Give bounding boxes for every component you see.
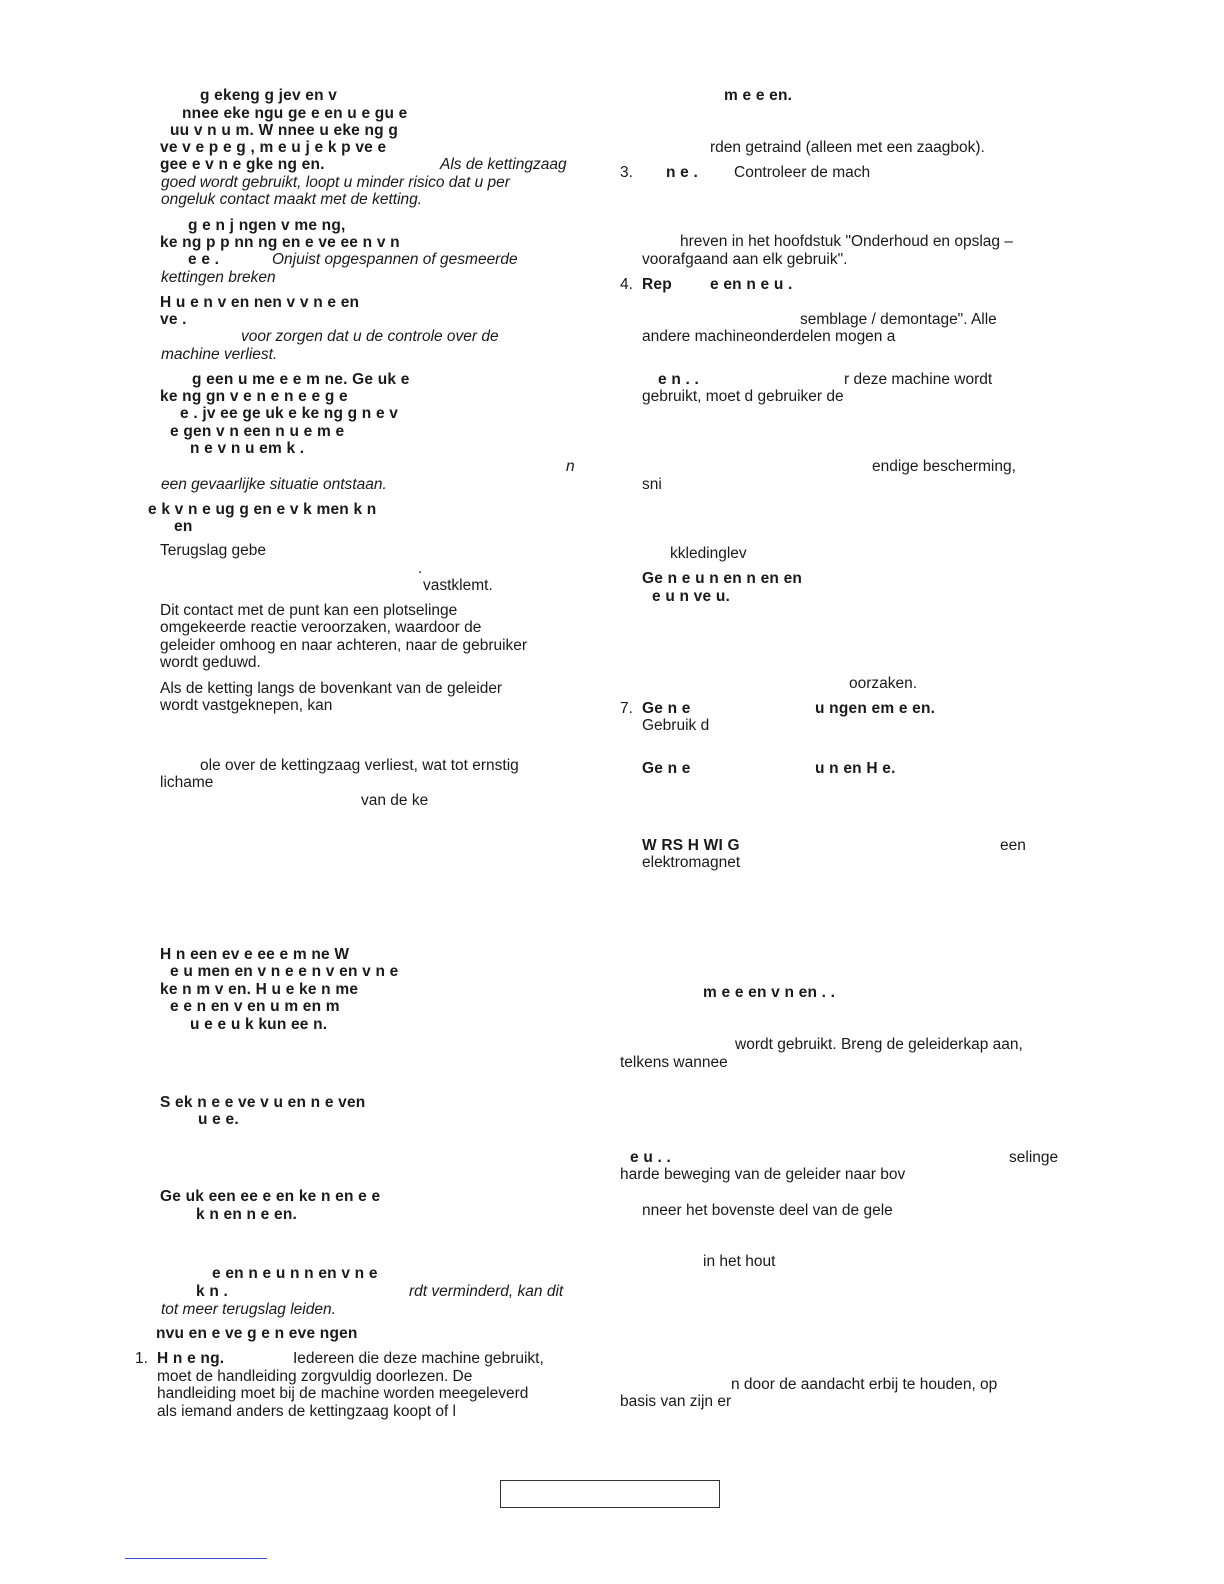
left-text-line: als iemand anders de kettingzaag koopt of l xyxy=(157,1403,456,1420)
list-item-heading: e en n e u . xyxy=(710,276,793,293)
right-text-line: wordt gebruikt. Breng de geleiderkap aan, xyxy=(735,1036,1023,1053)
left-text-line: Ge uk een ee e en ke n en e e xyxy=(160,1188,381,1205)
right-text-line: basis van zijn er xyxy=(620,1393,732,1410)
left-text-line: rdt verminderd, kan dit xyxy=(409,1283,564,1300)
left-text-line: e gen v n een n u e m e xyxy=(170,423,345,440)
left-text-line: . xyxy=(418,560,423,577)
right-text-line: Controleer de mach xyxy=(734,164,871,181)
left-text-line: Als de ketting langs de bovenkant van de geleider xyxy=(160,680,503,697)
list-item-heading: Ge n e u n en n en en xyxy=(642,570,803,587)
list-item-heading: Rep xyxy=(642,276,672,293)
list-item-heading: e u . . xyxy=(630,1149,672,1166)
right-text-line: selinge xyxy=(1009,1149,1059,1166)
right-text-line: hreven in het hoofdstuk "Onderhoud en opslag – xyxy=(680,233,1013,250)
right-text-line: sni xyxy=(642,476,662,493)
left-text-line: vastklemt. xyxy=(423,577,493,594)
right-text-line: een xyxy=(1000,837,1026,854)
left-text-line: k n en n e en. xyxy=(196,1206,297,1223)
right-text-line: m e e en. xyxy=(724,87,793,104)
left-text-line: ke ng gn v e n e n e e g e xyxy=(160,388,348,405)
left-text-line: e e . xyxy=(188,251,220,268)
left-text-line: uu v n u m. W nnee u eke ng g xyxy=(170,122,398,139)
left-text-line: een gevaarlijke situatie ontstaan. xyxy=(161,476,387,493)
left-text-line: ve v e p e g , m e u j e k p ve e xyxy=(160,139,387,156)
right-text-line: semblage / demontage". Alle xyxy=(800,311,997,328)
left-text-line: H u e n v en nen v v n e en xyxy=(160,294,360,311)
right-text-line: Gebruik d xyxy=(642,717,710,734)
left-text-line: S ek n e e ve v u en n e ven xyxy=(160,1094,366,1111)
right-text-line: andere machineonderdelen mogen a xyxy=(642,328,896,345)
list-item-heading: Ge n e xyxy=(642,700,691,717)
left-text-line: ole over de kettingzaag verliest, wat tot ernstig xyxy=(200,757,519,774)
left-text-line: wordt geduwd. xyxy=(160,654,261,671)
right-text-line: gebruikt, moet d gebruiker de xyxy=(642,388,844,405)
left-text-line: gee e v n e gke ng en. xyxy=(160,156,325,173)
right-text-line: r deze machine wordt xyxy=(844,371,993,388)
right-text-line: elektromagnet xyxy=(642,854,741,871)
left-text-line: g een u me e e m ne. Ge uk e xyxy=(192,371,410,388)
right-text-line: harde beweging van de geleider naar bov xyxy=(620,1166,906,1183)
list-number: 1. xyxy=(135,1350,148,1367)
left-text-line: machine verliest. xyxy=(161,346,278,363)
left-text-line: ongeluk contact maakt met de ketting. xyxy=(161,191,423,208)
left-text-line: Iedereen die deze machine gebruikt, xyxy=(293,1350,544,1367)
left-text-line: Als de kettingzaag xyxy=(440,156,567,173)
left-text-line: geleider omhoog en naar achteren, naar de gebruiker xyxy=(160,637,528,654)
right-text-line: endige bescherming, xyxy=(872,458,1016,475)
left-text-line: u e e u k kun ee n. xyxy=(190,1016,328,1033)
right-text-line: kkledinglev xyxy=(670,545,747,562)
list-item-heading: n e . xyxy=(666,164,699,181)
list-item-heading: e n . . xyxy=(658,371,700,388)
left-text-line: nnee eke ngu ge e en u e gu e xyxy=(182,105,408,122)
page-footer-box xyxy=(500,1480,720,1508)
left-text-line: g ekeng g jev en v xyxy=(200,87,338,104)
left-text-line: lichame xyxy=(160,774,214,791)
list-item-heading: Ge n e xyxy=(642,760,691,777)
left-text-line: n xyxy=(566,458,575,475)
right-text-line: nneer het bovenste deel van de gele xyxy=(642,1202,893,1219)
left-text-line: e . jv ee ge uk e ke ng g n e v xyxy=(180,405,399,422)
left-text-line: voor zorgen dat u de controle over de xyxy=(241,328,499,345)
left-text-line: e en n e u n n en v n e xyxy=(212,1265,378,1282)
section-heading: en xyxy=(174,518,193,535)
list-item-heading: e u n ve u. xyxy=(652,588,730,605)
left-text-line: g e n j ngen v me ng, xyxy=(188,217,346,234)
list-item-heading: u ngen em e en. xyxy=(815,700,936,717)
list-number: 7. xyxy=(620,700,633,717)
left-text-line: n e v n u em k . xyxy=(190,440,305,457)
list-item-heading: m e e en v n en . . xyxy=(703,984,836,1001)
left-text-line: ke ng p p nn ng en e ve ee n v n xyxy=(160,234,400,251)
list-item-heading: H n e ng. xyxy=(157,1350,225,1367)
list-number: 4. xyxy=(620,276,633,293)
warning-label: W RS H WI G xyxy=(642,837,740,854)
right-text-line: telkens wannee xyxy=(620,1054,728,1071)
section-heading: nvu en e ve g e n eve ngen xyxy=(156,1325,358,1342)
left-text-line: van de ke xyxy=(361,792,429,809)
left-text-line: Onjuist opgespannen of gesmeerde xyxy=(272,251,518,268)
left-text-line: ve . xyxy=(160,311,187,328)
right-text-line: rden getraind (alleen met een zaagbok). xyxy=(710,139,985,156)
left-text-line: kettingen breken xyxy=(161,269,276,286)
footer-rule xyxy=(125,1558,267,1559)
right-text-line: n door de aandacht erbij te houden, op xyxy=(731,1376,998,1393)
left-text-line: handleiding moet bij de machine worden meegeleverd xyxy=(157,1385,529,1402)
left-text-line: moet de handleiding zorgvuldig doorlezen. De xyxy=(157,1368,473,1385)
list-item-heading: u n en H e. xyxy=(815,760,896,777)
left-text-line: omgekeerde reactie veroorzaken, waardoor de xyxy=(160,619,482,636)
left-text-line: u e e. xyxy=(198,1111,239,1128)
left-text-line: k n . xyxy=(196,1283,229,1300)
right-text-line: oorzaken. xyxy=(849,675,918,692)
left-text-line: H n een ev e ee e m ne W xyxy=(160,946,350,963)
right-text-line: in het hout xyxy=(703,1253,776,1270)
left-text-line: Dit contact met de punt kan een plotselinge xyxy=(160,602,458,619)
list-number: 3. xyxy=(620,164,633,181)
left-text-line: tot meer terugslag leiden. xyxy=(161,1301,336,1318)
left-text-line: goed wordt gebruikt, loopt u minder risico dat u per xyxy=(161,174,510,191)
left-text-line: ke n m v en. H u e ke n me xyxy=(160,981,359,998)
left-text-line: e u men en v n e e n v en v n e xyxy=(170,963,399,980)
left-text-line: e e n en v en u m en m xyxy=(170,998,340,1015)
left-text-line: Terugslag gebe xyxy=(160,542,266,559)
left-text-line: wordt vastgeknepen, kan xyxy=(160,697,333,714)
section-heading: e k v n e ug g en e v k men k n xyxy=(148,501,377,518)
right-text-line: voorafgaand aan elk gebruik". xyxy=(642,251,848,268)
